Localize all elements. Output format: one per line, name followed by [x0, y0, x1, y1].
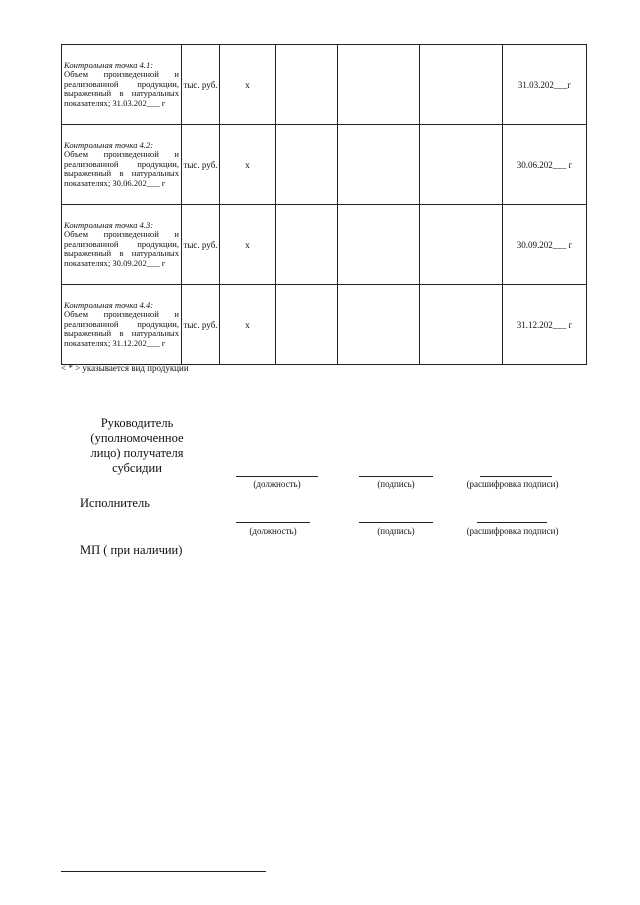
table-row [62, 125, 587, 205]
decoding-caption: (расшифровка подписи) [466, 526, 559, 536]
x-cell: х [220, 205, 276, 285]
row-text: Объем произведенной и реализованной продукции, выраженный в натуральных показателях; 30.06.202___ г [64, 149, 179, 188]
empty-cell [276, 205, 338, 285]
empty-cell [276, 45, 338, 125]
x-cell: х [220, 125, 276, 205]
control-point-label: Контрольная точка 4.4: [64, 299, 154, 310]
decoding-caption: (расшифровка подписи) [466, 479, 559, 489]
mp-label: МП ( при наличии) [80, 543, 183, 557]
x-cell: х [220, 45, 276, 125]
row-description [62, 285, 182, 365]
position-line [236, 522, 310, 523]
empty-cell [338, 125, 420, 205]
footnote: < * > указывается вид продукции [61, 363, 189, 373]
empty-cell [338, 205, 420, 285]
row-text: Объем произведенной и реализованной продукции, выраженный в натуральных показателях; 31.12.202___ г [64, 309, 179, 348]
decoding-line [480, 476, 552, 477]
control-point-label: Контрольная точка 4.2: [64, 139, 154, 150]
table-row [62, 45, 587, 125]
signature-caption: (подпись) [377, 479, 415, 489]
empty-cell [420, 125, 503, 205]
executor-label: Исполнитель [80, 496, 150, 510]
x-cell: х [220, 285, 276, 365]
position-caption: (должность) [253, 479, 301, 489]
bottom-rule [61, 871, 266, 872]
empty-cell [276, 285, 338, 365]
row-description [62, 45, 182, 125]
control-point-label: Контрольная точка 4.3: [64, 219, 154, 230]
head-title: Руководитель (уполномоченное лицо) получателя субсидии [90, 416, 184, 475]
empty-cell [338, 285, 420, 365]
unit-cell: тыс. руб. [182, 205, 220, 285]
date-cell: 30.06.202___ г [503, 125, 587, 205]
empty-cell [420, 205, 503, 285]
signature-line [359, 522, 433, 523]
control-points-table [61, 44, 587, 365]
empty-cell [420, 285, 503, 365]
date-cell: 31.03.202___г [503, 45, 587, 125]
empty-cell [338, 45, 420, 125]
unit-cell: тыс. руб. [182, 285, 220, 365]
row-description [62, 205, 182, 285]
row-text: Объем произведенной и реализованной продукции, выраженный в натуральных показателях; 30.09.202___ г [64, 229, 179, 268]
decoding-line [477, 522, 547, 523]
unit-cell: тыс. руб. [182, 125, 220, 205]
signature-caption: (подпись) [377, 526, 415, 536]
unit-cell: тыс. руб. [182, 45, 220, 125]
empty-cell [420, 45, 503, 125]
table-row [62, 285, 587, 365]
date-cell: 30.09.202___ г [503, 205, 587, 285]
row-description [62, 125, 182, 205]
date-cell: 31.12.202___ г [503, 285, 587, 365]
signature-line [359, 476, 433, 477]
empty-cell [276, 125, 338, 205]
position-line [236, 476, 318, 477]
control-point-label: Контрольная точка 4.1: [64, 59, 154, 70]
position-caption: (должность) [249, 526, 297, 536]
table-row [62, 205, 587, 285]
row-text: Объем произведенной и реализованной продукции, выраженный в натуральных показателях; 31.03.202___ г [64, 69, 179, 108]
